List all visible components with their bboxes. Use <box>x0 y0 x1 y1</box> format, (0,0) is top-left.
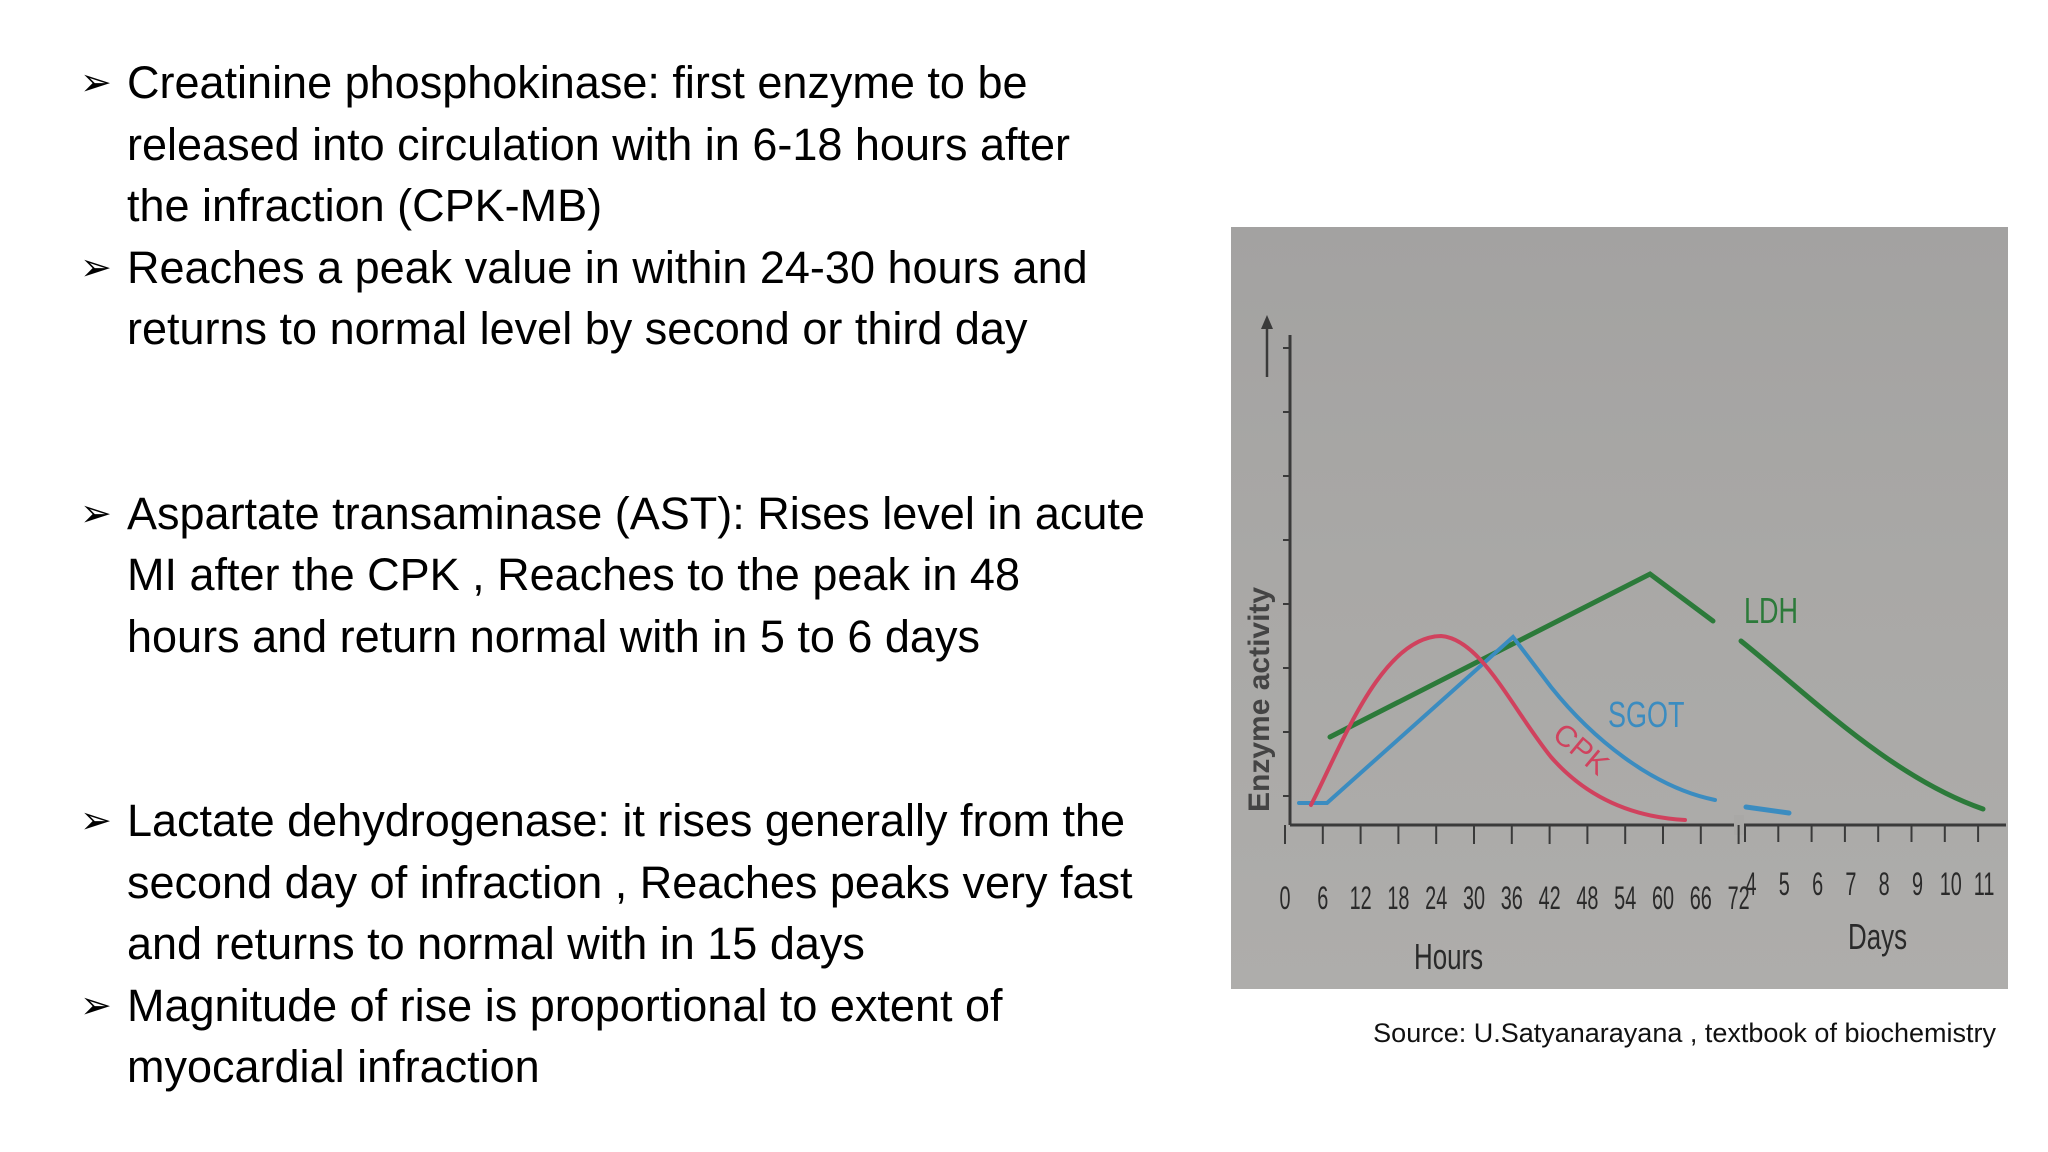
x-tick-label-hours: 6 <box>1317 880 1329 917</box>
bullet-line: and returns to normal with in 15 days <box>127 918 865 969</box>
sgot-curve-days <box>1746 807 1789 813</box>
enzyme-curve-figure <box>1231 227 2008 989</box>
enzyme-curve-photo <box>1231 227 2008 989</box>
x-ticks <box>1279 825 1994 916</box>
x-tick-label-hours: 36 <box>1500 880 1523 917</box>
x-tick-label-hours: 24 <box>1425 880 1448 917</box>
x-tick-label-hours: 60 <box>1651 880 1675 917</box>
source-caption: Source: U.Satyanarayana , textbook of biochemistry <box>1373 1018 1996 1048</box>
bullet-ldh <box>80 790 1190 975</box>
bullet-line: Creatinine phosphokinase: first enzyme to be <box>127 57 1028 108</box>
arrow-bullet-icon: ➢ <box>80 60 112 104</box>
arrow-bullet-icon: ➢ <box>80 982 112 1027</box>
bullet-magnitude <box>80 975 1190 1098</box>
x-tick-label-days: 11 <box>1973 866 1995 903</box>
x-tick-label-hours: 54 <box>1614 880 1637 917</box>
x-tick-label-days: 5 <box>1778 866 1790 903</box>
x-tick-label-hours: 48 <box>1576 880 1599 917</box>
bullet-cpk <box>80 52 1190 237</box>
x-tick-label-days: 6 <box>1812 866 1824 903</box>
ldh-label: LDH <box>1744 590 1798 631</box>
x-tick-label-days: 7 <box>1845 866 1857 903</box>
bullet-line: the infraction (CPK-MB) <box>127 180 603 231</box>
bullet-cpk-peak <box>80 237 1190 360</box>
x-tick-label-hours: 30 <box>1462 880 1486 917</box>
y-axis-arrowhead <box>1261 315 1273 329</box>
x-tick-label-days: 8 <box>1878 866 1890 903</box>
arrow-bullet-icon: ➢ <box>80 798 112 842</box>
cpk-label: CPK <box>1546 717 1615 783</box>
bullet-line: myocardial infraction <box>127 1041 540 1092</box>
bullet-line: hours and return normal with in 5 to 6 days <box>127 610 980 662</box>
bullet-ast <box>80 483 1190 668</box>
x-tick-label-hours: 72 <box>1727 880 1750 917</box>
bullet-line: second day of infraction , Reaches peaks very fast <box>127 856 1133 908</box>
bullet-line: Reaches a peak value in within 24-30 hours and <box>127 241 1088 293</box>
x-axis-hours-label: Hours <box>1414 936 1484 978</box>
x-tick-label-hours: 66 <box>1689 880 1712 917</box>
x-tick-label-days: 10 <box>1939 866 1962 903</box>
bullet-line: returns to normal level by second or third day <box>127 303 1028 354</box>
x-axis-days-label: Days <box>1848 916 1908 958</box>
bullet-list <box>80 52 1190 1098</box>
arrow-bullet-icon: ➢ <box>80 490 112 535</box>
x-tick-label-days: 4 <box>1745 866 1757 903</box>
y-axis-label: Enzyme activity <box>1243 586 1276 812</box>
bullet-line: Magnitude of rise is proportional to extent of <box>127 979 1003 1031</box>
bullet-line: Lactate dehydrogenase: it rises generally from the <box>127 795 1126 846</box>
x-tick-label-hours: 0 <box>1279 880 1291 917</box>
x-tick-label-hours: 42 <box>1538 880 1561 917</box>
bullet-line: Aspartate transaminase (AST): Rises level in acute <box>127 487 1145 539</box>
arrow-bullet-icon: ➢ <box>80 244 112 289</box>
bullet-line: released into circulation with in 6-18 hours after <box>127 118 1071 170</box>
x-tick-label-hours: 18 <box>1387 880 1410 917</box>
bullet-line: MI after the CPK , Reaches to the peak in 48 <box>127 549 1020 600</box>
ldh-curve-days <box>1741 641 1983 809</box>
x-tick-label-days: 9 <box>1911 866 1924 903</box>
x-tick-label-hours: 12 <box>1349 880 1372 917</box>
sgot-label: SGOT <box>1608 694 1685 735</box>
